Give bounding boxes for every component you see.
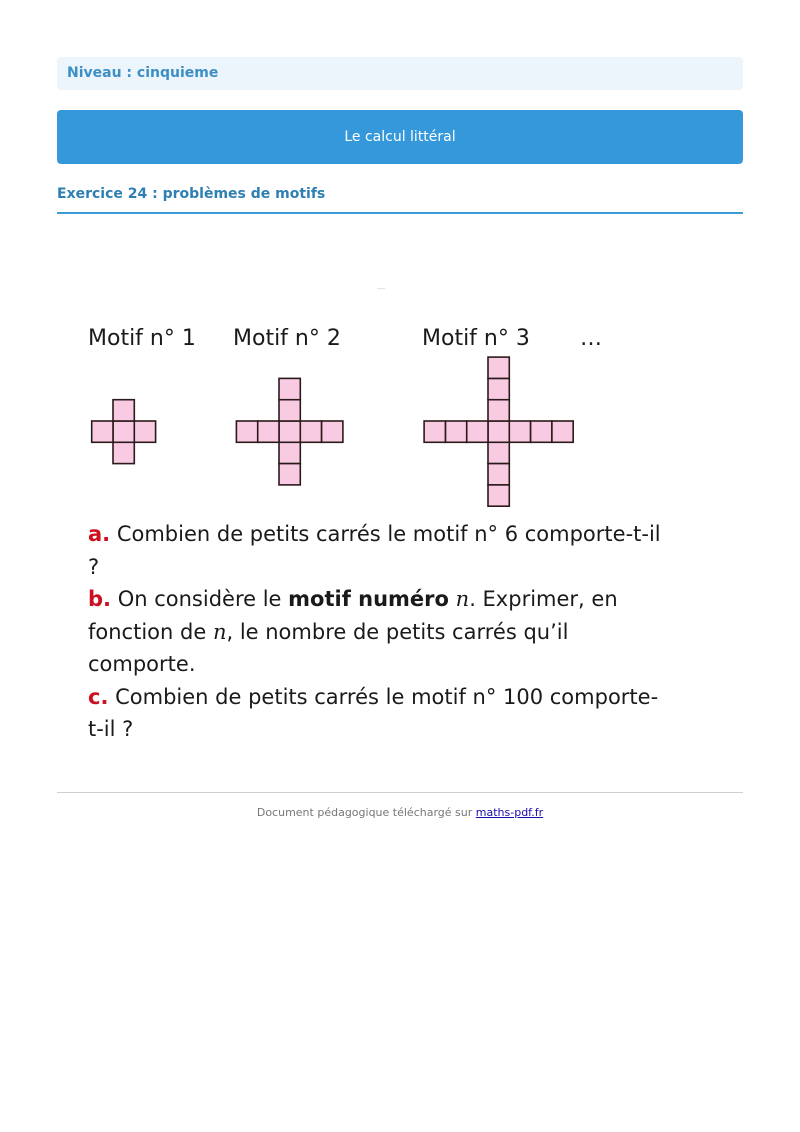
question-c-letter: c.: [88, 684, 109, 709]
footer-divider: [57, 792, 743, 793]
motif-1-square: [113, 421, 134, 442]
level-label: Niveau : cinquieme: [67, 65, 219, 81]
question-a-letter: a.: [88, 522, 111, 546]
question-b-variable-2: n: [212, 619, 227, 644]
motif-3-square: [445, 421, 466, 442]
motif-3-square: [552, 421, 573, 442]
motif-2-square: [279, 442, 300, 463]
motif-3-square: [488, 357, 509, 378]
motif-ellipsis: …: [580, 326, 602, 351]
motif-3-square: [467, 421, 488, 442]
motif-3-square: [488, 421, 509, 442]
motif-3-square: [509, 421, 530, 442]
question-b-variable: n: [455, 587, 470, 611]
motif-2-square: [322, 421, 343, 442]
motif-2-square: [279, 464, 300, 485]
motif-1-square: [113, 400, 134, 421]
exercise-title: Exercice 24 : problèmes de motifs: [57, 186, 743, 214]
motif-cells: [92, 357, 574, 506]
motif-2-square: [300, 421, 321, 442]
motif-3-square: [424, 421, 445, 442]
motif-3-square: [488, 400, 509, 421]
motif-2-square: [279, 378, 300, 399]
motif-1-square: [92, 421, 113, 442]
motif-3-square: [488, 485, 509, 506]
motif-label-2: Motif n° 2: [233, 326, 341, 351]
motif-1-square: [113, 442, 134, 463]
motif-2-square: [236, 421, 257, 442]
question-c: [88, 681, 668, 746]
questions: [88, 518, 668, 746]
motif-3-square: [488, 464, 509, 485]
question-b-text-before: On considère le: [117, 587, 282, 611]
motif-label-3: Motif n° 3: [422, 326, 530, 351]
footer-link[interactable]: maths-pdf.fr: [475, 806, 544, 819]
motif-1-square: [134, 421, 155, 442]
motif-2-square: [279, 421, 300, 442]
motif-label-1: Motif n° 1: [88, 326, 196, 351]
question-b-text-middle: . Exprimer, en fonction de: [88, 587, 618, 644]
motif-3-square: [488, 378, 509, 399]
motif-2-square: [258, 421, 279, 442]
question-b: [88, 583, 668, 681]
question-b-text-after: , le nombre de petits carrés qu’il comporte.: [88, 619, 569, 676]
motif-3-square: [531, 421, 552, 442]
question-b-keyword: motif numéro: [288, 587, 449, 611]
chapter-title: Le calcul littéral: [344, 129, 456, 145]
motif-2-square: [279, 400, 300, 421]
question-b-letter: b.: [88, 587, 112, 611]
question-c-text: Combien de petits carrés le motif n° 100 comporte-t-il ?: [88, 684, 659, 741]
footer-text: Document pédagogique téléchargé sur: [256, 806, 473, 819]
question-a: [88, 518, 668, 583]
motif-3-square: [488, 442, 509, 463]
footer: [0, 806, 800, 819]
question-a-text: Combien de petits carrés le motif n° 6 comporte-t-il ?: [88, 522, 661, 579]
